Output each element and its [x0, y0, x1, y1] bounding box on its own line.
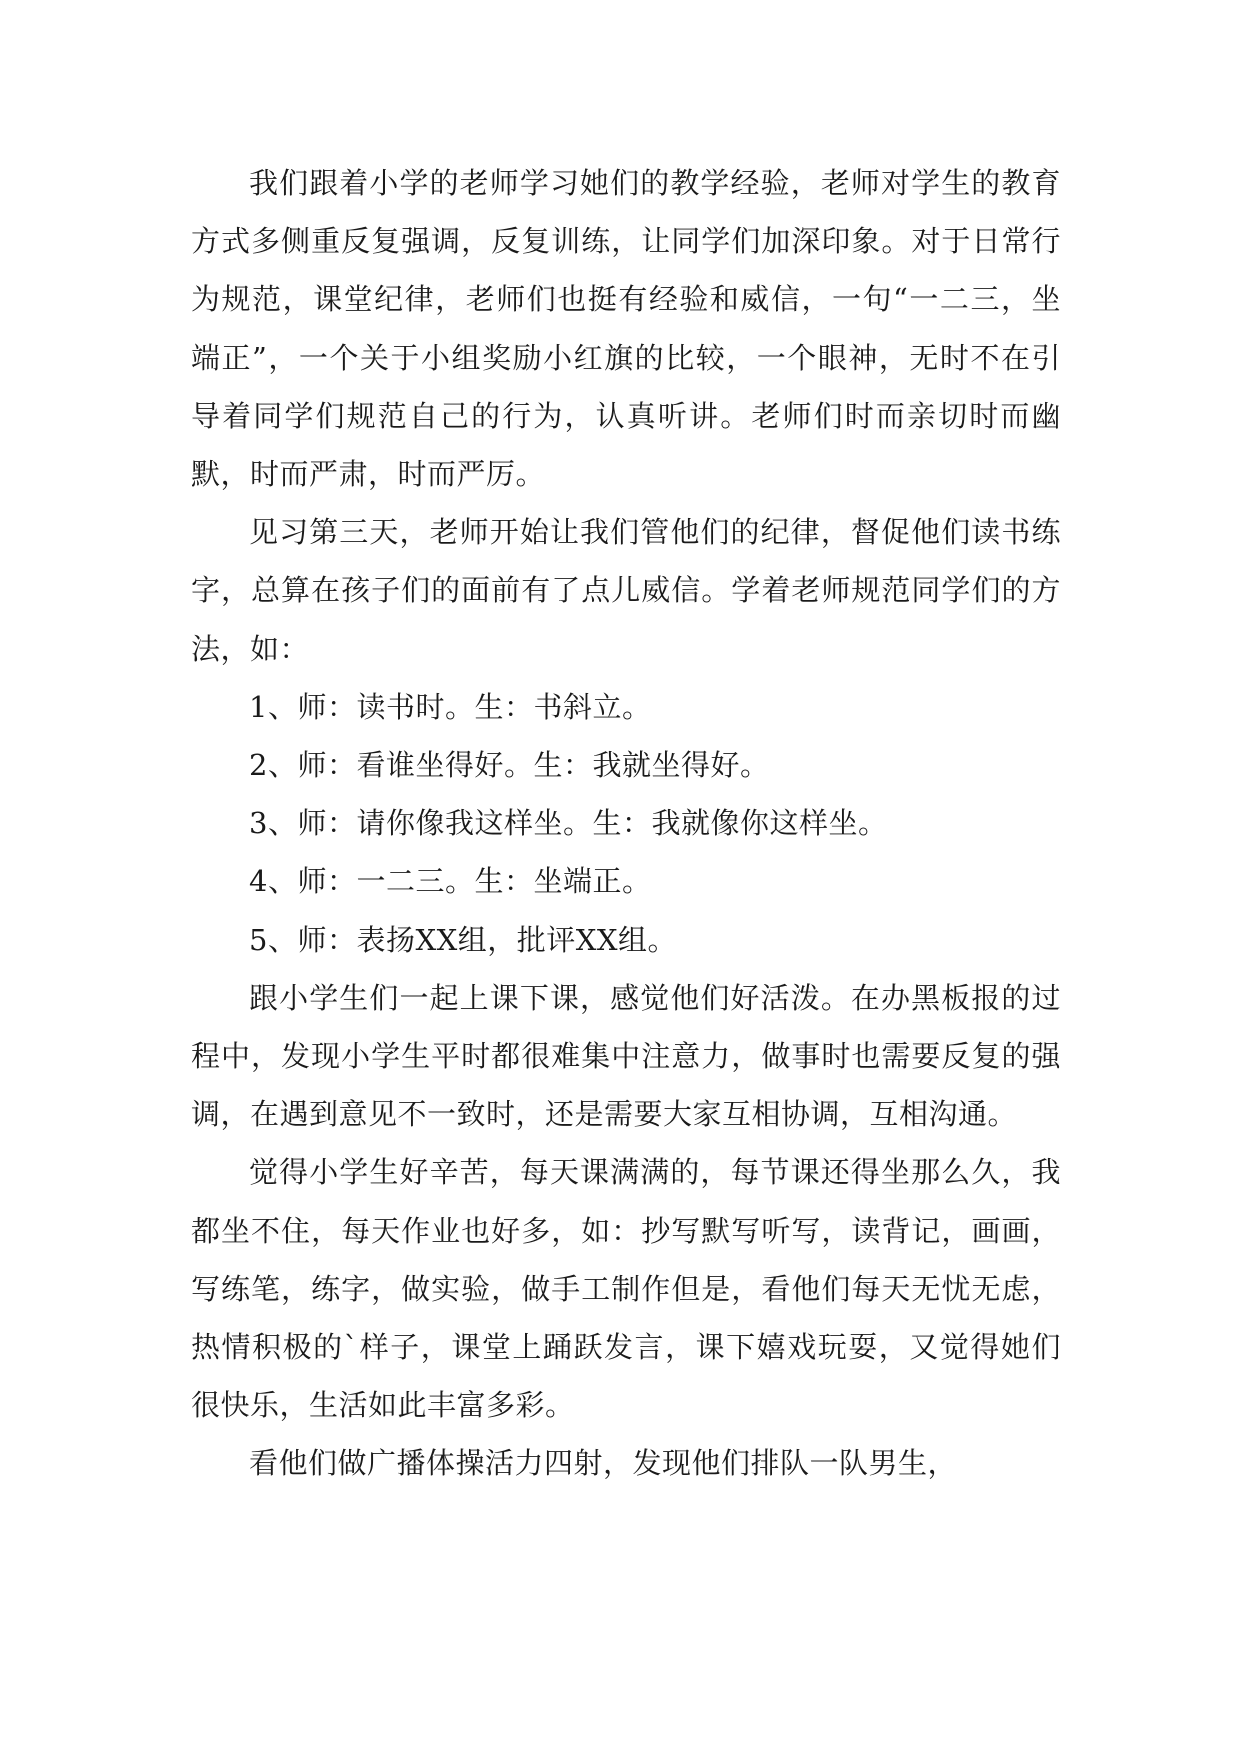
list-item-1: 1、师：读书时。生：书斜立。 — [249, 689, 652, 724]
list-item-4: 4、师：一二三。生：坐端正。 — [249, 864, 652, 899]
paragraph-lively-students: 跟小学生们一起上课下课，感觉他们好活泼。在办黑板报的过程中，发现小学生平时都很难集中注意力，做事时也需要反复的强调，在遇到意见不一致时，还是需要大家互相协调，互相沟通。 — [191, 980, 1061, 1132]
paragraph-broadcast-exercise: 看他们做广播体操活力四射，发现他们排队一队男生， — [249, 1446, 958, 1481]
list-item-2: 2、师：看谁坐得好。生：我就坐得好。 — [249, 748, 770, 783]
paragraph-hard-work: 觉得小学生好辛苦，每天课满满的，每节课还得坐那么久，我都坐不住，每天作业也好多，如：抄写默写听写，读背记，画画，写练笔，练字，做实验，做手工制作但是，看他们每天无忧无虑，热情积极的`样子，课堂上踊跃发言，课下嬉戏玩耍，又觉得她们很快乐，生活如此丰富多彩。 — [191, 1155, 1061, 1423]
list-item-5: 5、师：表扬XX组，批评XX组。 — [249, 922, 678, 957]
document-body — [191, 154, 1061, 1493]
paragraph-third-day: 见习第三天，老师开始让我们管他们的纪律，督促他们读书练字，总算在孩子们的面前有了点儿威信。学着老师规范同学们的方法，如： — [191, 515, 1061, 666]
paragraph-teaching-experience: 我们跟着小学的老师学习她们的教学经验，老师对学生的教育方式多侧重反复强调，反复训练，让同学们加深印象。对于日常行为规范，课堂纪律，老师们也挺有经验和威信，一句“一二三，坐端正”，一个关于小组奖励小红旗的比较，一个眼神，无时不在引导着同学们规范自己的行为，认真听讲。老师们时而亲切时而幽默，时而严肃，时而严厉。 — [191, 166, 1061, 492]
list-item-3: 3、师：请你像我这样坐。生：我就像你这样坐。 — [249, 806, 888, 841]
